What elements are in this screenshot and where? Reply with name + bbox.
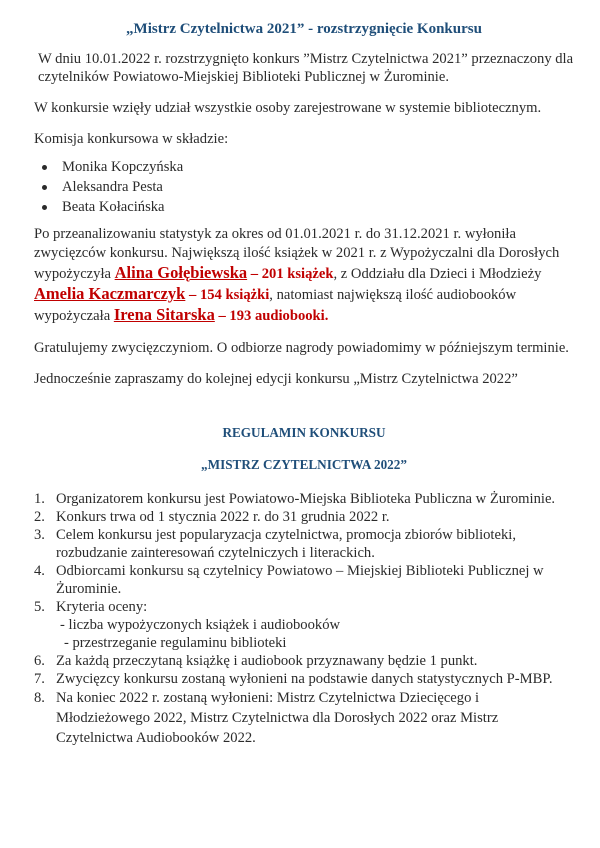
- intro-paragraph: W dniu 10.01.2022 r. rozstrzygnięto konkurs ”Mistrz Czytelnictwa 2021” przeznaczony dla czytelników Powiatowo-Miejskiej Biblioteki Publicznej w Żurominie.: [38, 51, 574, 85]
- rule-item: [34, 490, 574, 508]
- commission-member: Monika Kopczyńska: [34, 158, 574, 176]
- rules-list: [34, 490, 574, 748]
- document-page: [34, 20, 574, 748]
- rule-text: Celem konkursu jest popularyzacja czytelnictwa, promocja zbiorów biblioteki, rozbudzanie zainteresowań czytelniczych i literackich.: [56, 527, 516, 561]
- results-paragraph: [34, 225, 574, 326]
- participants-paragraph: W konkursie wzięły udział wszystkie osoby zarejestrowane w systemie bibliotecznym.: [34, 100, 542, 116]
- regulations-subtitle: „MISTRZ CZYTELNICTWA 2022”: [201, 457, 407, 472]
- rule-item: [34, 526, 574, 562]
- rule-text: Odbiorcami konkursu są czytelnicy Powiatowo – Miejskiej Biblioteki Publicznej w Żurominie.: [56, 563, 544, 597]
- rule-text: Zwycięzcy konkursu zostaną wyłonieni na podstawie danych statystycznych P-MBP.: [56, 671, 553, 687]
- rule-number: 3.: [34, 527, 45, 543]
- winner-children-count: – 154 książki: [185, 287, 270, 303]
- commission-list: [34, 158, 574, 216]
- commission-member: Beata Kołacińska: [34, 198, 574, 216]
- rule-item: [34, 562, 574, 598]
- rule-number: 5.: [34, 599, 45, 615]
- rule-number: 1.: [34, 491, 45, 507]
- criterion: - liczba wypożyczonych książek i audiobooków: [60, 617, 341, 633]
- results-text: Po przeanalizowaniu statystyk za okres od 01.01.2021 r. do 31.12.2021 r. wyłoniła zwycięzców konkursu. Największą ilość książek w 2021 r. z Wypożyczalni dla Dorosłych wypożyczyła: [34, 226, 560, 282]
- winner-audiobooks-count: – 193 audiobooki.: [214, 308, 329, 324]
- rule-item: [34, 598, 574, 652]
- rule-text: Organizatorem konkursu jest Powiatowo-Miejska Biblioteka Publiczna w Żurominie.: [56, 491, 556, 507]
- rule-text: Konkurs trwa od 1 stycznia 2022 r. do 31 grudnia 2022 r.: [56, 509, 390, 525]
- criterion: - przestrzeganie regulaminu biblioteki: [64, 635, 287, 651]
- rule-text: Na koniec 2022 r. zostaną wyłonieni: Mistrz Czytelnictwa Dziecięcego i Młodzieżowego 2022, Mistrz Czytelnictwa dla Dorosłych 2022 oraz Mistrz Czytelnictwa Audiobooków 2022.: [56, 690, 499, 746]
- commission-member: Aleksandra Pesta: [34, 178, 574, 196]
- rule-item: [34, 652, 574, 670]
- winner-children: Amelia Kaczmarczyk: [34, 284, 186, 303]
- commission-label: Komisja konkursowa w składzie:: [34, 131, 229, 147]
- winner-audiobooks: Irena Sitarska: [113, 305, 215, 324]
- page-title: „Mistrz Czytelnictwa 2021” - rozstrzygnięcie Konkursu: [126, 21, 482, 37]
- rule-number: 8.: [34, 690, 45, 706]
- rule-number: 2.: [34, 509, 45, 525]
- rule-item: [34, 508, 574, 526]
- rule-number: 7.: [34, 671, 45, 687]
- invitation-paragraph: Jednocześnie zapraszamy do kolejnej edycji konkursu „Mistrz Czytelnictwa 2022”: [34, 371, 518, 387]
- rule-number: 6.: [34, 653, 45, 669]
- winner-adult-count: – 201 książek: [247, 266, 334, 282]
- rule-item: [34, 670, 574, 688]
- rule-number: 4.: [34, 563, 45, 579]
- results-text: , z Oddziału dla Dzieci i Młodzieży: [333, 266, 542, 282]
- results-text: , natomiast największą ilość audiobooków wypożyczała: [34, 287, 517, 324]
- rule-text: Za każdą przeczytaną książkę i audiobook przyznawany będzie 1 punkt.: [56, 653, 478, 669]
- rule-text: Kryteria oceny:: [56, 599, 148, 615]
- congrats-paragraph: Gratulujemy zwycięzczyniom. O odbiorze nagrody powiadomimy w późniejszym terminie.: [34, 340, 569, 356]
- regulations-title: REGULAMIN KONKURSU: [222, 425, 386, 440]
- winner-adult: Alina Gołębiewska: [114, 263, 248, 282]
- rule-item: [34, 688, 574, 748]
